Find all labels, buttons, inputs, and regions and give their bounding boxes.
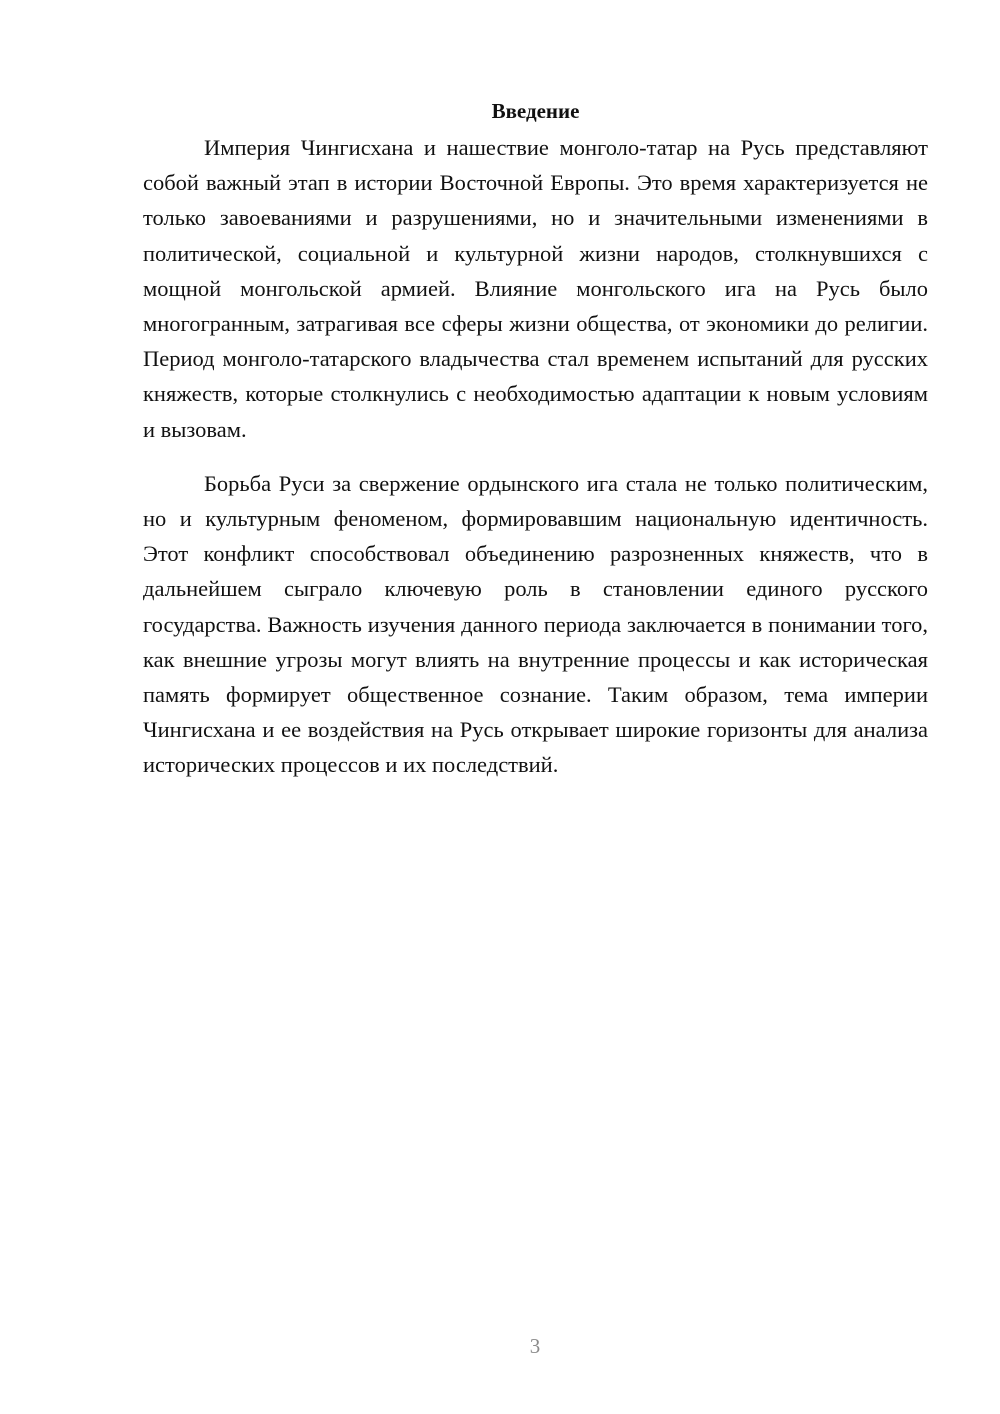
paragraph-1: Империя Чингисхана и нашествие монголо-татар на Русь представляют собой важный этап в истории Восточной Европы. Это время характеризуется не только завоеваниями и разрушениями, но и значительными изменениями в политической, социальной и культурной жизни народов, столкнувшихся с мощной монгольской армией. Влияние монгольского ига на Русь было многогранным, затрагивая все сферы жизни общества, от экономики до религии. Период монголо-татарского владычества стал временем испытаний для русских княжеств, которые столкнулись с необходимостью адаптации к новым условиям и вызовам.: [143, 135, 928, 442]
page-content: [143, 96, 928, 783]
paragraph-2: Борьба Руси за свержение ордынского ига стала не только политическим, но и культурным феноменом, формировавшим национальную идентичность. Этот конфликт способствовал объединению разрозненных княжеств, что в дальнейшем сыграло ключевую роль в становлении единого русского государства. Важность изучения данного периода заключается в понимании того, как внешние угрозы могут влиять на внутренние процессы и как историческая память формирует общественное сознание. Таким образом, тема империи Чингисхана и ее воздействия на Русь открывает широкие горизонты для анализа исторических процессов и их последствий.: [143, 470, 928, 778]
section-heading: Введение: [491, 99, 580, 123]
page-number: 3: [529, 1334, 541, 1358]
